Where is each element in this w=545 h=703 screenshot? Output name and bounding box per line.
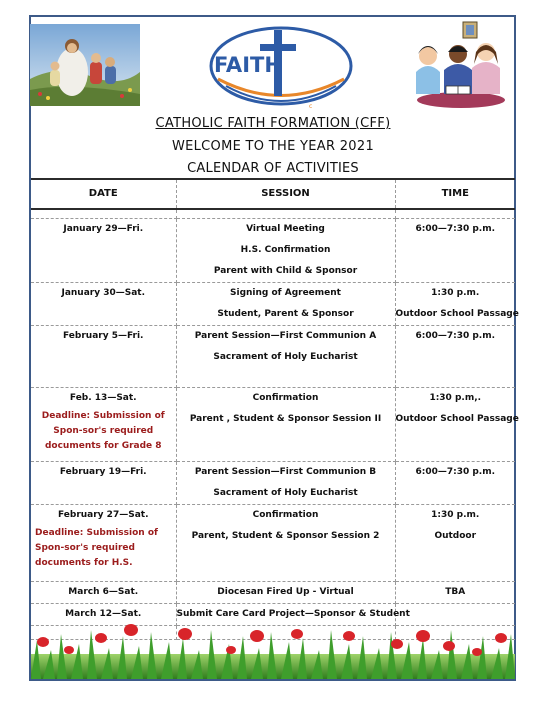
- table-row: [31, 326, 515, 388]
- session-text: Parent with Child & Sponsor: [213, 266, 358, 276]
- date-cell: [31, 388, 176, 462]
- date-text: Feb. 13—Sat.: [69, 393, 137, 403]
- date-text: February 5—Fri.: [63, 331, 144, 341]
- column-header-date: DATE: [31, 179, 176, 209]
- date-text: January 30—Sat.: [61, 288, 146, 298]
- calendar-heading: CALENDAR OF ACTIVITIES: [187, 161, 359, 176]
- session-cell: [176, 283, 395, 326]
- time-text: TBA: [445, 587, 466, 597]
- time-text: 1:30 p.m.: [431, 288, 480, 298]
- session-cell: [176, 326, 395, 388]
- session-text: Parent, Student & Sponsor Session 2: [191, 531, 380, 541]
- session-text: Submit Care Card Project—Sponsor & Student: [176, 609, 410, 619]
- table-spacer-row: [31, 209, 515, 219]
- session-text: Student, Parent & Sponsor: [217, 309, 354, 319]
- date-text: January 29—Fri.: [63, 224, 144, 234]
- session-text: Sacrament of Holy Eucharist: [213, 488, 358, 498]
- time-text: 1:30 p.m,.: [429, 393, 482, 403]
- tulip-grass-border: [31, 620, 515, 679]
- time-text: Outdoor School Passage: [395, 414, 519, 424]
- date-cell: [31, 505, 176, 582]
- date-text: March 6—Sat.: [68, 587, 139, 597]
- time-cell: [395, 505, 515, 582]
- table-row: [31, 219, 515, 283]
- time-text: Outdoor: [434, 531, 477, 541]
- session-cell: [176, 388, 395, 462]
- session-text: Signing of Agreement: [230, 288, 341, 298]
- table-row: [31, 582, 515, 604]
- logo-text: FAITH: [214, 53, 282, 77]
- date-cell: [31, 582, 176, 604]
- logo-mark: c: [309, 103, 313, 110]
- session-cell: [176, 219, 395, 283]
- deadline-note: Deadline: Submission of Spon-sor's required documents for Grade 8: [41, 411, 165, 451]
- session-text: Diocesan Fired Up - Virtual: [217, 587, 354, 597]
- deadline-note: Deadline: Submission of Spon-sor's required documents for H.S.: [35, 528, 158, 568]
- time-text: 1:30 p.m.: [431, 510, 480, 520]
- date-text: March 12—Sat.: [65, 609, 142, 619]
- time-text: 6:00—7:30 p.m.: [415, 467, 496, 477]
- date-cell: [31, 462, 176, 505]
- time-cell: [395, 219, 515, 283]
- time-text: 6:00—7:30 p.m.: [415, 224, 496, 234]
- children-reading-illustration: [406, 20, 512, 112]
- session-text: Parent , Student & Sponsor Session II: [189, 414, 382, 424]
- time-cell: [395, 462, 515, 505]
- column-header-time: TIME: [395, 179, 515, 209]
- session-text: Sacrament of Holy Eucharist: [213, 352, 358, 362]
- table-row: [31, 283, 515, 326]
- jesus-with-children-illustration: [30, 24, 140, 106]
- session-text: Parent Session—First Communion A: [194, 331, 377, 341]
- table-row: [31, 505, 515, 582]
- session-text: Confirmation: [252, 510, 319, 520]
- session-text: Confirmation: [252, 393, 319, 403]
- page-title: CATHOLIC FAITH FORMATION (CFF): [155, 116, 391, 131]
- date-cell: [31, 326, 176, 388]
- date-cell: [31, 283, 176, 326]
- date-cell: [31, 219, 176, 283]
- session-text: H.S. Confirmation: [240, 245, 331, 255]
- table-row: [31, 388, 515, 462]
- session-cell: [176, 582, 395, 604]
- session-text: Parent Session—First Communion B: [194, 467, 377, 477]
- session-cell: [176, 505, 395, 582]
- table-row: [31, 462, 515, 505]
- faith-logo: [208, 24, 354, 112]
- session-text: Virtual Meeting: [246, 224, 325, 234]
- time-cell: [395, 582, 515, 604]
- date-text: February 27—Sat.: [58, 510, 149, 520]
- time-cell: [395, 326, 515, 388]
- date-text: February 19—Fri.: [59, 467, 147, 477]
- table-header-row: [31, 179, 515, 209]
- time-text: 6:00—7:30 p.m.: [415, 331, 496, 341]
- session-cell: [176, 462, 395, 505]
- time-text: Outdoor School Passage: [395, 309, 519, 319]
- column-header-session: SESSION: [176, 179, 395, 209]
- time-cell: [395, 283, 519, 326]
- welcome-heading: WELCOME TO THE YEAR 2021: [171, 139, 375, 154]
- time-cell: [395, 388, 519, 462]
- calendar-table: [31, 178, 519, 640]
